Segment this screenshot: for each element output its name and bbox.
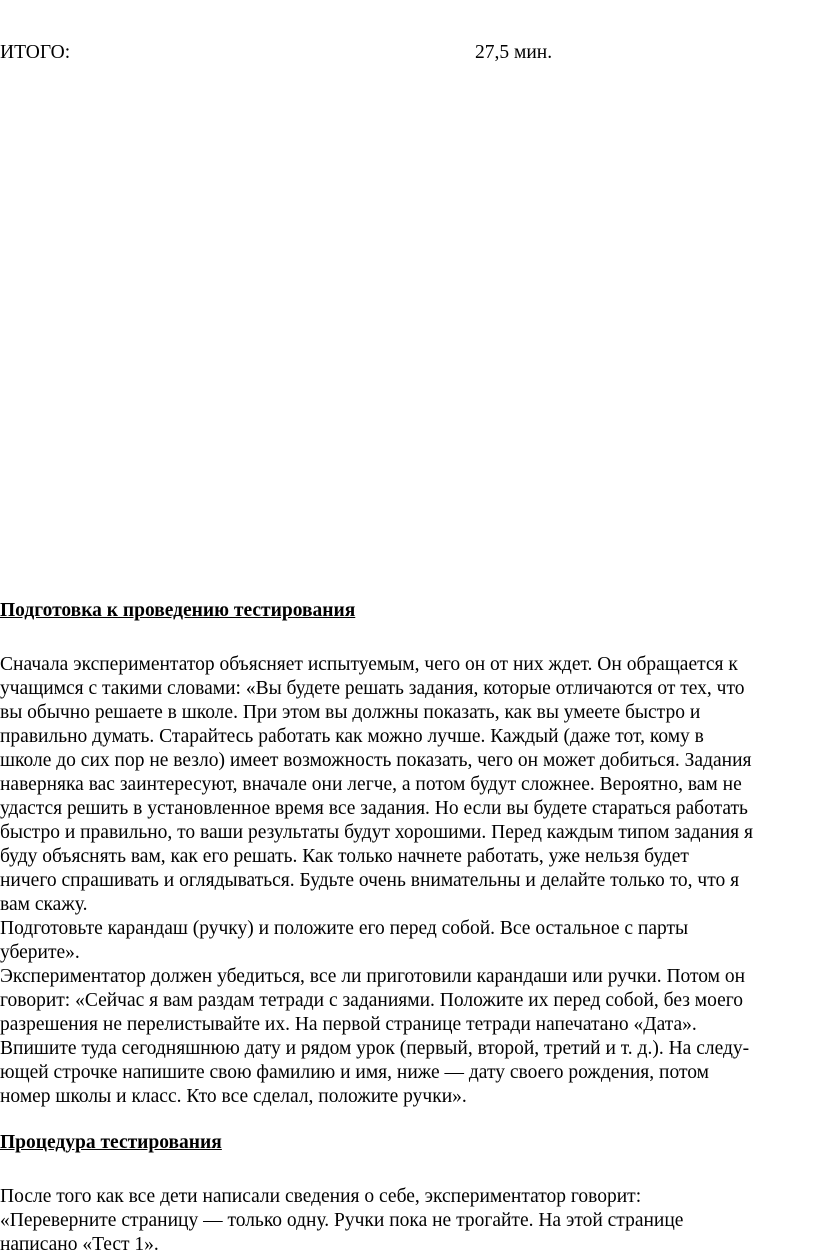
body-line: Впишите туда сегодняшнюю дату и рядом урок (первый, второй, третий и т. д.). На следу- <box>0 1038 750 1059</box>
preparation-body <box>0 653 816 1109</box>
body-line: учащимся с такими словами: «Вы будете решать задания, которые отличаются от тех, что <box>0 678 745 699</box>
body-line: «Переверните страницу — только одну. Ручки пока не трогайте. На этой странице <box>0 1210 684 1231</box>
body-line: ющей строчке напишите свою фамилию и имя, ниже — дату своего рождения, потом <box>0 1062 709 1083</box>
total-value: 27,5 мин. <box>475 42 553 63</box>
body-line: говорит: «Сейчас я вам раздам тетради с заданиями. Положите их перед собой, без моего <box>0 990 744 1011</box>
body-line: наверняка вас заинтересуют, вначале они легче, а потом будут сложнее. Вероятно, вам не <box>0 774 742 795</box>
body-line: быстро и правильно, то ваши результаты будут хорошими. Перед каждым типом задания я <box>0 822 753 843</box>
body-line: разрешения не перелистывайте их. На первой странице тетради напечатано «Дата». <box>0 1014 697 1035</box>
body-line: вы обычно решаете в школе. При этом вы должны показать, как вы умеете быстро и <box>0 702 701 723</box>
section-heading-preparation: Подготовка к проведению тестирования <box>0 600 356 621</box>
body-line: После того как все дети написали сведения о себе, экспериментатор говорит: <box>0 1186 642 1207</box>
body-line: вам скажу. <box>0 894 88 915</box>
body-line: Сначала экспериментатор объясняет испытуемым, чего он от них ждет. Он обращается к <box>0 654 738 675</box>
body-line: Экспериментатор должен убедиться, все ли приготовили карандаши или ручки. Потом он <box>0 966 746 987</box>
body-line: написано «Тест 1». <box>0 1234 159 1255</box>
body-line: школе до сих пор не везло) имеет возможность показать, чего он может добиться. Задания <box>0 750 752 771</box>
section-heading-procedure: Процедура тестирования <box>0 1132 222 1153</box>
procedure-body <box>0 1185 816 1257</box>
body-line: удастся решить в установленное время все задания. Но если вы будете стараться работать <box>0 798 748 819</box>
body-line: уберите». <box>0 942 80 963</box>
body-line: номер школы и класс. Кто все сделал, положите ручки». <box>0 1086 467 1107</box>
body-line: правильно думать. Старайтесь работать как можно лучше. Каждый (даже тот, кому в <box>0 726 704 747</box>
body-line: буду объяснять вам, как его решать. Как только начнете работать, уже нельзя будет <box>0 846 689 867</box>
body-line: ничего спрашивать и оглядываться. Будьте очень внимательны и делайте только то, что я <box>0 870 740 891</box>
total-label: ИТОГО: <box>0 42 71 63</box>
body-line: Подготовьте карандаш (ручку) и положите его перед собой. Все остальное с парты <box>0 918 689 939</box>
